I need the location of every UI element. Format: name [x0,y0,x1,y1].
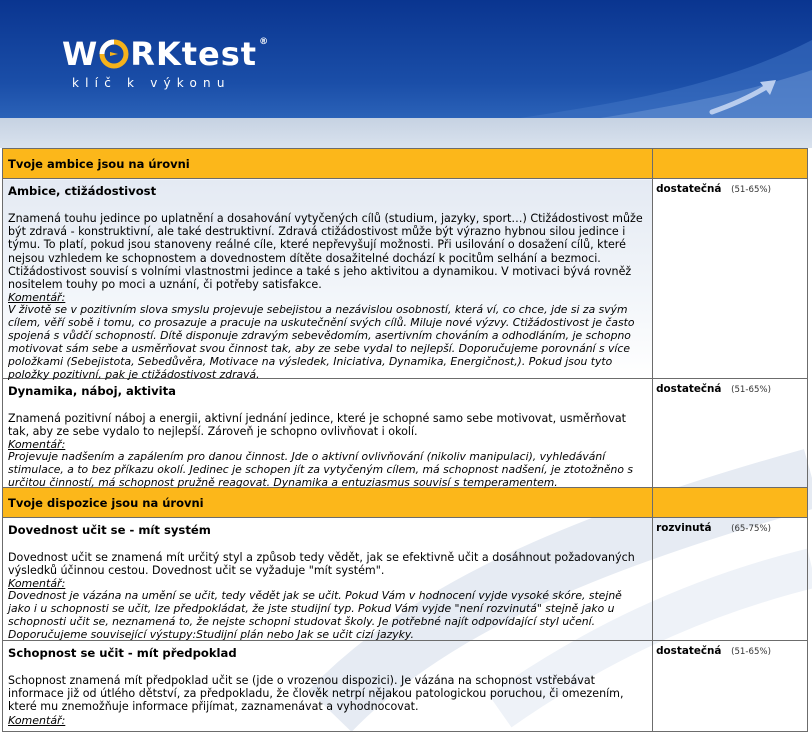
report-content [0,148,812,727]
section-header-ambice [3,149,808,179]
trait-row-dynamika [3,379,808,488]
section-header-dispozice [3,488,808,518]
trait-description: Znamená pozitivní náboj a energii, aktivní jednání jedince, které je schopné samo sebe motivovat, usměrňovat tak, aby ze sebe vydalo to nejlepší. Zároveň je schopno ovlivňovat i okolí. [8,412,627,439]
section-title: Tvoje dispozice jsou na úrovni [3,488,653,518]
trait-description: Schopnost znamená mít předpoklad učit se (jde o vrozenou dispozici). Je vázána na schopnost vstřebávat informace již od útlého dětství, za předpokladu, že člověk netrpí nějakou patologickou poruchou, či omezením, které mu znemožňuje informace přijímat, zaznamenávat a vyhodnocovat. [8,674,624,714]
comment-label: Komentář: [8,577,66,591]
trait-range: (51-65%) [731,185,771,195]
report-table [2,148,808,732]
trait-level: dostatečná [656,645,722,657]
logo-tagline: klíč k výkonu [72,76,231,90]
trait-title: Dovednost učit se - mít systém [8,523,211,537]
trait-level: rozvinutá [656,522,712,534]
comment-text: Dovednost je vázána na umění se učit, tedy vědět jak se učit. Pokud Vám v hodnocení vyjde vysoké skóre, stejně jako i u schopnosti se učit, lze předpokládat, že jste studijní typ. Pokud Vám vyjde "není rozvinutá" stejně jako u schopnosti učit se, neznamená to, že nejste schopni studovat školy. Je potřebné najít odpovídající styl učení. Doporučujeme související výstupy:Studijní plán nebo Jak se učit cizí jazyky. [8,589,622,642]
trait-range: (51-65%) [731,385,771,395]
trait-row-schopnost [3,641,808,732]
trait-description: Dovednost učit se znamená mít určitý styl a způsob tedy vědět, jak se efektivně učit a dosáhnout požadovaných výsledků účinnou cestou. Dovednost učit se vyžaduje "mít systém". [8,551,635,578]
logo-word-right: RKtest [130,35,258,73]
trait-title: Schopnost se učit - mít předpoklad [8,646,237,660]
comment-label: Komentář: [8,438,66,452]
trait-description: Znamená touhu jedince po uplatnění a dosahování vytyčených cílů (studium, jazyky, sport…) Ctižádostivost může být zdravá - konstruktivní, ale také destruktivní. Zdravá ctižádostivost může být výrazno hybnou silou jedince i týmu. To platí, pokud jsou stanoveny reálné cíle, které nepřevyšují možnosti. Při usilování o dosažení cílů, které nejsou vzhledem ke schopnostem a dovednostem dítěte dosažitelné dochází k pocitům selhání a bezmoci. Ctižádostivost souvisí s volními vlastnostmi jedince a také s jeho aktivitou a dynamikou. V motivaci bývá rovněž nositelem touhy po moci a uznání, či potřeby satisfakce. [8,212,643,292]
logo-registered-mark: ® [259,36,270,47]
logo-word-left: W [62,35,99,73]
header-gray-band [0,118,812,148]
trait-row-ambice [3,179,808,379]
section-title: Tvoje ambice jsou na úrovni [3,149,653,179]
trait-level: dostatečná [656,183,722,195]
trait-row-dovednost [3,518,808,641]
comment-label: Komentář: [8,713,66,727]
trait-title: Dynamika, náboj, aktivita [8,384,176,398]
trait-range: (51-65%) [731,647,771,657]
comment-text: Projevuje nadšením a zapálením pro danou činnost. Jde o aktivní ovlivňování (nikoliv manipulaci), vyhledávání stimulace, a to bez příkazu okolí. Jedinec je schopen jít za vytyčeným cílem, má schopnost nadšení, je ztotožněno s určitou činností, má schopnost pružně reagovat. Dynamika a entuziasmus souvisí s temperamentem. [8,450,634,490]
report-header [0,0,812,118]
comment-label: Komentář: [8,291,66,305]
trait-level: dostatečná [656,383,722,395]
comment-text: V životě se v pozitivním slova smyslu projevuje sebejistou a nezávislou osobností, která ví, co chce, jde si za svým cílem, věří sobě i tomu, co prosazuje a pracuje na uskutečnění svých cílů. Miluje nové výzvy. Ctižádostivost je často spojená s vůdčí schopností. Dítě disponuje zdravým sebevědomím, asertivním chováním a odhodláním, je schopno motivovat sám sebe a usměrňovat svou činnost tak, aby ze sebe vydal to nejlepší. Doporučujeme porovnání s více položkami (Sebejistota, Sebedůvěra, Motivace na výsledek, Iniciativa, Dynamika, Energičnost,). Pokud jsou tyto položky pozitivní, pak je ctižádostivost zdravá. [8,303,635,381]
worktest-logo [62,35,270,90]
trait-title: Ambice, ctižádostivost [8,184,157,198]
trait-range: (65-75%) [731,524,771,534]
logo-o-swirl-icon [99,39,129,69]
